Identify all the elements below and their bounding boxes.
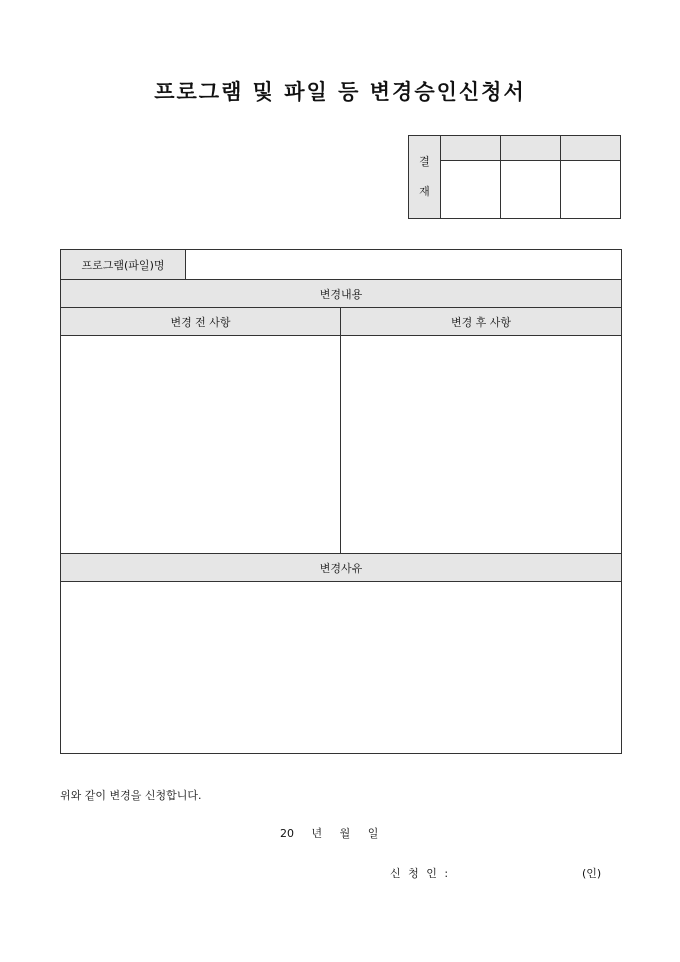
change-reason-header: 변경사유: [61, 554, 622, 582]
before-change-header: 변경 전 사항: [61, 308, 341, 336]
approval-box: [408, 135, 621, 219]
approval-label: [409, 136, 441, 219]
applicant-label: 신 청 인 :: [390, 867, 451, 880]
seal-mark: (인): [582, 867, 602, 880]
program-name-field[interactable]: [186, 250, 622, 280]
document-title: 프로그램 및 파일 등 변경승인신청서: [154, 79, 526, 104]
change-content-header: 변경내용: [61, 280, 622, 308]
approval-header-cell: [441, 136, 501, 161]
request-date: 20 년 월 일: [280, 827, 379, 840]
before-change-field[interactable]: [61, 336, 341, 554]
approval-label-bottom: 재: [419, 185, 430, 198]
change-request-form: [60, 249, 622, 754]
approval-sign-cell[interactable]: [501, 161, 561, 219]
after-change-header: 변경 후 사항: [341, 308, 622, 336]
approval-header-cell: [561, 136, 621, 161]
program-name-label: 프로그램(파일)명: [61, 250, 186, 280]
approval-sign-cell[interactable]: [441, 161, 501, 219]
after-change-field[interactable]: [341, 336, 622, 554]
approval-label-top: 결: [419, 155, 430, 168]
approval-header-cell: [501, 136, 561, 161]
request-statement: 위와 같이 변경을 신청합니다.: [60, 789, 202, 802]
approval-sign-cell[interactable]: [561, 161, 621, 219]
change-reason-field[interactable]: [61, 582, 622, 754]
